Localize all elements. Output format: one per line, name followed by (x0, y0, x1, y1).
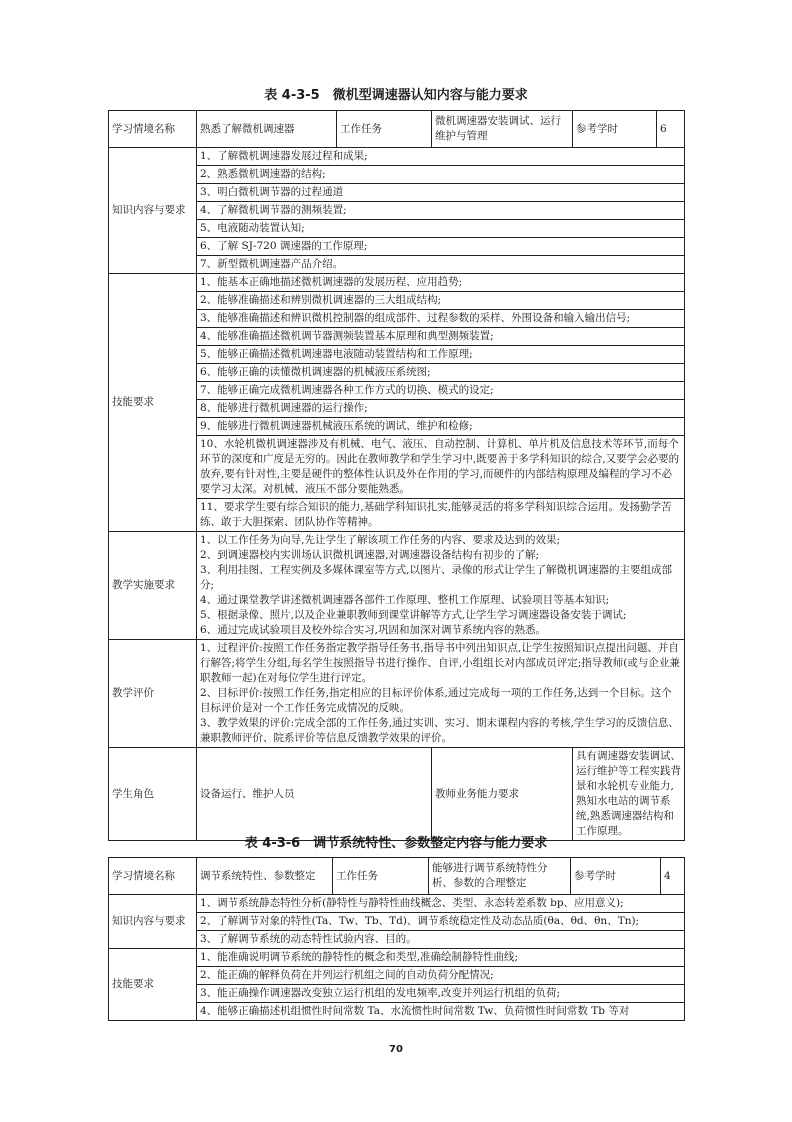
header-row (109, 858, 685, 895)
teaching-label: 教学实施要求 (109, 532, 197, 640)
list-item: 1、了解微机调速器发展过程和成果; (197, 148, 685, 166)
list-item: 6、通过完成试验项目及校外综合实习,巩固和加深对调节系统内容的熟悉。 (200, 624, 547, 636)
knowledge-row (109, 148, 685, 166)
skills-label: 技能要求 (109, 274, 197, 532)
situation-label: 学习情境名称 (109, 858, 197, 895)
list-item: 4、了解微机调节器的测频装置; (197, 202, 685, 220)
task-label: 工作任务 (333, 858, 429, 895)
list-item: 1、能准确说明调节系统的静特性的概念和类型,准确绘制静特性曲线; (197, 949, 685, 967)
task-value: 能够进行调节系统特性分析、参数的合理整定 (429, 858, 571, 895)
list-item: 10、水轮机微机调速器涉及有机械、电气、液压、自动控制、计算机、单片机及信息技术等环节,而每个环节的深度和广度是无穷的。因此在教师教学和学生学习中,既要善于多学科知识的综合,又要学会必要的放弃,要有针对性,主要是硬件的整体性认识及外在作用的学习,而硬件的内部结构原理及编程的学习不必要学习太深。对机械、液压不部分要能熟悉。 (197, 436, 685, 499)
list-item: 5、根据录像、照片,以及企业兼职教师到课堂讲解等方式,让学生学习调速器设备安装于调试; (200, 609, 627, 621)
list-item: 2、目标评价:按照工作任务,指定相应的目标评价体系,通过完成每一项的工作任务,达到一个目标。这个目标评价是对一个工作任务完成情况的反映。 (200, 687, 672, 714)
list-item: 6、了解 SJ-720 调速器的工作原理; (197, 238, 685, 256)
hours-value: 6 (657, 111, 685, 148)
student-role-label: 学生角色 (109, 748, 197, 841)
list-item: 2、熟悉微机调速器的结构; (197, 166, 685, 184)
hours-label: 参考学时 (571, 858, 661, 895)
list-item: 4、通过课堂教学讲述微机调速器各部件工作原理、整机工作原理、试验项目等基本知识; (200, 594, 610, 606)
page-number: 70 (389, 1044, 403, 1055)
list-item: 1、能基本正确地描述微机调速器的发展历程、应用趋势; (197, 274, 685, 292)
list-item: 7、能够正确完成微机调速器各种工作方式的切换、模式的设定; (197, 382, 685, 400)
list-item: 3、教学效果的评价:完成全部的工作任务,通过实训、实习、期末课程内容的考核,学生学习的反馈信息、兼职教师评价、院系评价等信息反馈教学效果的评价。 (200, 717, 679, 744)
list-item: 2、能够准确描述和辨别微机调速器的三大组成结构; (197, 292, 685, 310)
list-item: 5、电液随动装置认知; (197, 220, 685, 238)
competency-table (108, 110, 685, 841)
competency-table (108, 857, 685, 1021)
skills-row (109, 949, 685, 967)
table-title: 表 4-3-5 微机型调速器认知内容与能力要求 (264, 88, 528, 103)
list-item: 3、了解调节系统的动态特性试验内容、目的。 (197, 931, 685, 949)
knowledge-label: 知识内容与要求 (109, 895, 197, 949)
table-title: 表 4-3-6 调节系统特性、参数整定内容与能力要求 (244, 836, 548, 851)
list-item: 1、调节系统静态特性分析(静特性与静特性曲线概念、类型、永态转差系数 bp、应用意义); (197, 895, 685, 913)
hours-value: 4 (661, 858, 685, 895)
student-role-value: 设备运行、维护人员 (197, 748, 432, 841)
skills-row (109, 274, 685, 292)
teacher-requirement-value: 具有调速器安装调试、运行维护等工程实践背景和水轮机专业能力,熟知水电站的调节系统,熟悉调速器结构和工作原理。 (573, 748, 685, 841)
list-item: 3、能够准确描述和辨识微机控制器的组成部件、过程参数的采样、外围设备和输入输出信号; (197, 310, 685, 328)
knowledge-label: 知识内容与要求 (109, 148, 197, 274)
list-item: 3、明白微机调节器的过程通道 (197, 184, 685, 202)
evaluation-row (109, 640, 685, 748)
list-item: 1、过程评价:按照工作任务指定教学指导任务书,指导书中列出知识点,让学生按照知识点提出问题、并自行解答;将学生分组,每名学生按照指导书进行操作、自评,小组组长对内部成员评定;指导教师(或与企业兼职教师一起)在对每位学生进行评定。 (200, 642, 680, 684)
teaching-content (197, 532, 685, 640)
list-item: 3、利用挂图、工程实例及多媒体课室等方式,以图片、录像的形式让学生了解微机调速器的主要组成部分; (200, 564, 673, 591)
situation-value: 熟悉了解微机调速器 (197, 111, 337, 148)
hours-label: 参考学时 (573, 111, 657, 148)
teacher-requirement-label: 教师业务能力要求 (432, 748, 573, 841)
list-item: 3、能正确操作调速器改变独立运行机组的发电频率,改变并列运行机组的负荷; (197, 985, 685, 1003)
evaluation-content (197, 640, 685, 748)
task-value: 微机调速器安装调试、运行维护与管理 (432, 111, 573, 148)
list-item: 11、要求学生要有综合知识的能力,基础学科知识扎实,能够灵活的将多学科知识综合运用。发扬勤学苦练、敢于大胆探索、团队协作等精神。 (197, 499, 685, 532)
list-item: 2、能正确的解释负荷在并列运行机组之间的自动负荷分配情况; (197, 967, 685, 985)
knowledge-row (109, 895, 685, 913)
list-item: 2、到调速器校内实训场认识微机调速器,对调速器设备结构有初步的了解; (200, 549, 540, 561)
roles-row (109, 748, 685, 841)
list-item: 8、能够进行微机调速器的运行操作; (197, 400, 685, 418)
teaching-row (109, 532, 685, 640)
list-item: 2、了解调节对象的特性(Ta、Tw、Tb、Td)、调节系统稳定性及动态品质(θa、θd、θn、Tn); (197, 913, 685, 931)
task-label: 工作任务 (337, 111, 432, 148)
list-item: 1、以工作任务为向导,先让学生了解该项工作任务的内容、要求及达到的效果; (200, 534, 561, 546)
list-item: 4、能够准确描述微机调节器测频装置基本原理和典型测频装置; (197, 328, 685, 346)
situation-label: 学习情境名称 (109, 111, 197, 148)
list-item: 4、能够正确描述机组惯性时间常数 Ta、水流惯性时间常数 Tw、负荷惯性时间常数 Tb 等对 (197, 1003, 685, 1021)
list-item: 9、能够进行微机调速器机械液压系统的调试、维护和检修; (197, 418, 685, 436)
header-row (109, 111, 685, 148)
evaluation-label: 教学评价 (109, 640, 197, 748)
list-item: 7、新型微机调速器产品介绍。 (197, 256, 685, 274)
list-item: 5、能够正确描述微机调速器电液随动装置结构和工作原理; (197, 346, 685, 364)
skills-label: 技能要求 (109, 949, 197, 1021)
situation-value: 调节系统特性、参数整定 (197, 858, 333, 895)
list-item: 6、能够正确的读懂微机调速器的机械液压系统图; (197, 364, 685, 382)
